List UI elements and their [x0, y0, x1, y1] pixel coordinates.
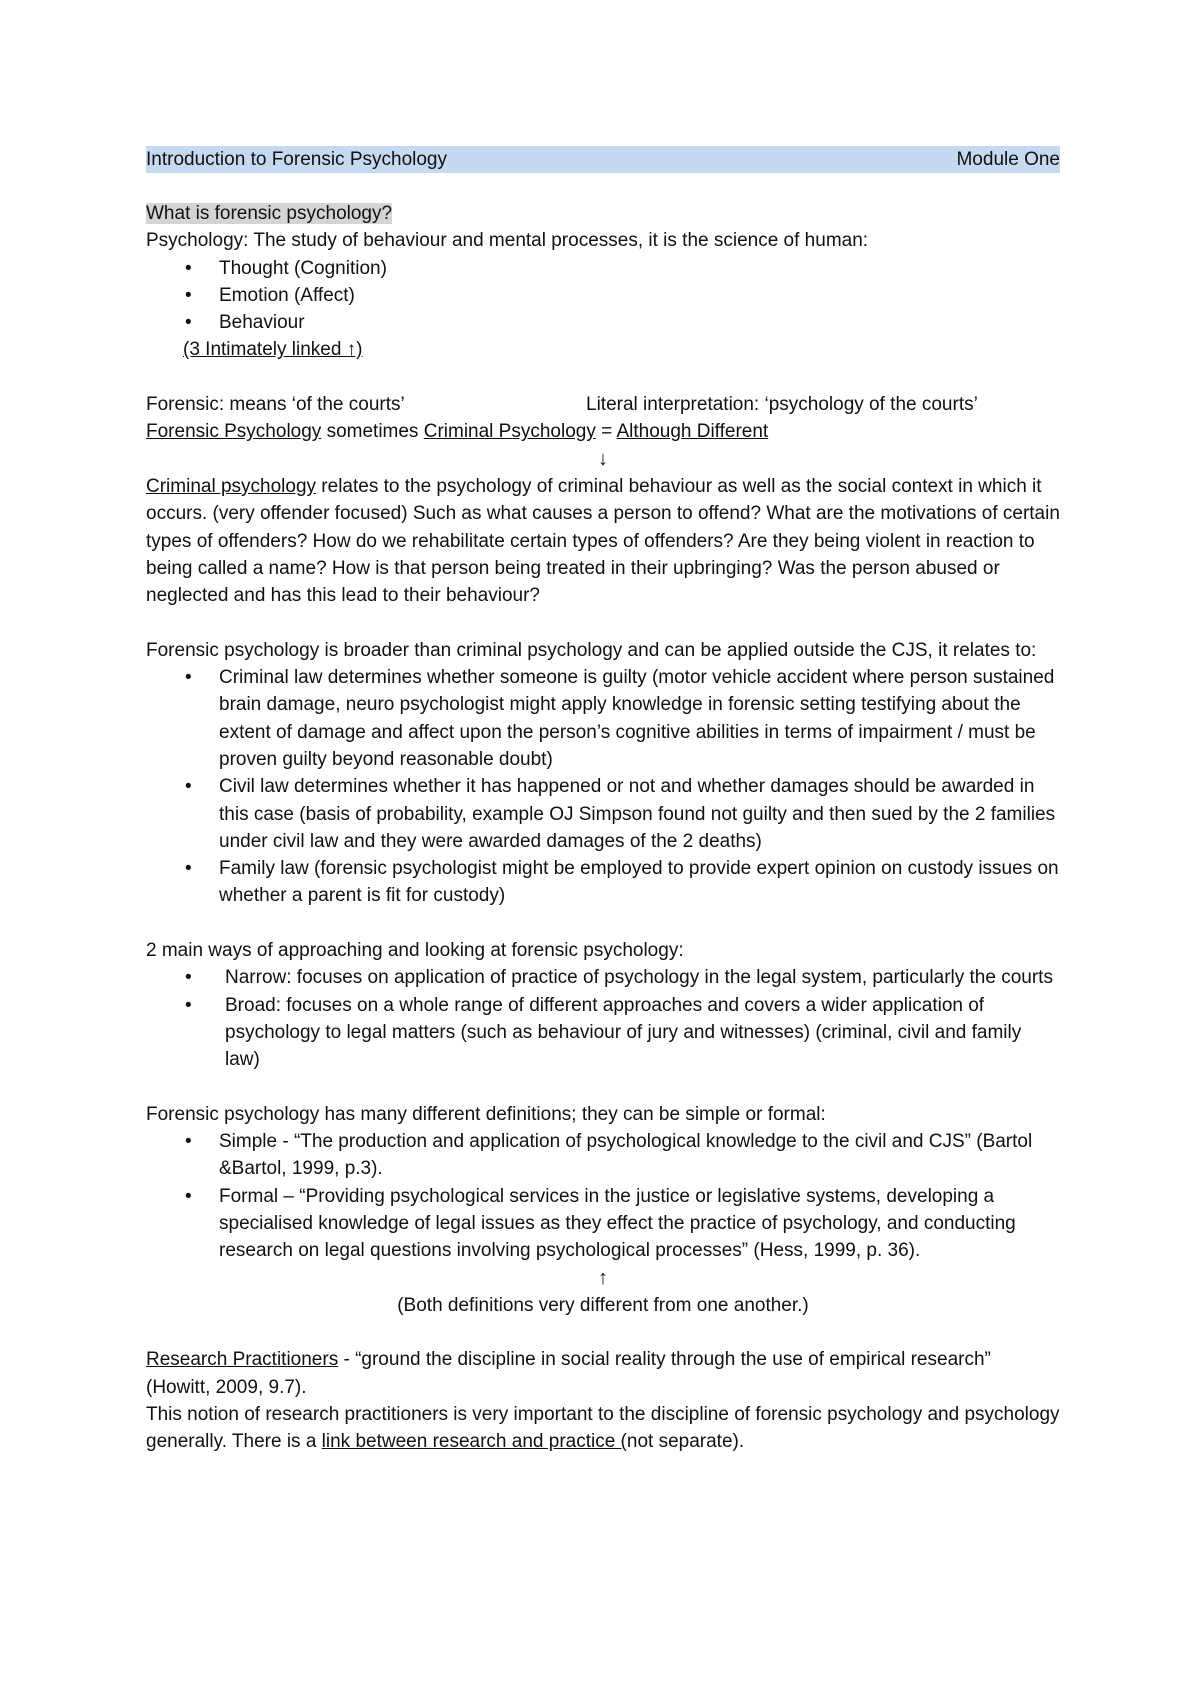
- criminal-psychology-text: relates to the psychology of criminal behaviour as well as the social context in which it occurs. (very offender focused) Such as what causes a person to offend? What are the motivations of certain types of offenders? How do we rehabilitate certain types of offenders? Are they being violent in reaction to being called a name? How is that person being treated in their upbringing? Was the person abused or neglected and has this lead to their behaviour?: [146, 475, 1060, 607]
- definitions-note: (Both definitions very different from one another.): [397, 1294, 809, 1316]
- broader-intro: Forensic psychology is broader than criminal psychology and can be applied outside the CJS, it relates to:: [146, 639, 1037, 661]
- list-item: • Family law (forensic psychologist might be employed to provide expert opinion on custody issues on whether a parent is fit for custody): [146, 855, 1060, 910]
- law-areas-list: [146, 664, 1060, 910]
- research-para-end: not separate).: [626, 1431, 745, 1453]
- list-item: • Thought (Cognition): [146, 255, 1060, 282]
- research-practitioners-term: Research Practitioners: [146, 1349, 339, 1371]
- forensic-psychology-term: Forensic Psychology: [146, 421, 322, 443]
- research-practice-link: link between research and practice (: [321, 1431, 627, 1453]
- research-quote-text: - “ground the discipline in social reality through the use of empirical research” (Howitt, 2009, 9.7).: [146, 1349, 991, 1398]
- criminal-psychology-term: Criminal Psychology: [423, 421, 596, 443]
- section-heading: [146, 200, 1060, 227]
- ways-intro: 2 main ways of approaching and looking at forensic psychology:: [146, 940, 684, 962]
- psychology-label: Psychology:: [146, 230, 249, 252]
- list-item: • Formal – “Providing psychological services in the justice or legislative systems, developing a specialised knowledge of legal issues as they effect the practice of psychology, and conducting research on legal questions involving psychological processes” (Hess, 1999, p. 36).: [146, 1183, 1060, 1265]
- criminal-psychology-term-2: Criminal psychology: [146, 475, 317, 497]
- psychology-definition-text: The study of behaviour and mental processes, it is the science of human:: [248, 230, 869, 252]
- forensic-vs-criminal-line: [146, 418, 1060, 445]
- sometimes-text: sometimes: [321, 421, 424, 443]
- list-item: • Emotion (Affect): [146, 282, 1060, 309]
- header-module: Module One: [956, 149, 1060, 170]
- although-different: Although Different: [616, 421, 769, 443]
- research-para-start: This notion of research practitioners is very important to the discipline of forensic psychology and psychology generally. There is a: [146, 1404, 1060, 1453]
- research-practitioners-quote: [146, 1346, 1060, 1401]
- linked-note: (3 Intimately linked ↑): [183, 339, 363, 361]
- psychology-definition: [146, 227, 1060, 254]
- definitions-list: [146, 1128, 1060, 1264]
- definitions-intro: Forensic psychology has many different definitions; they can be simple or formal:: [146, 1103, 826, 1125]
- list-item: • Behaviour: [146, 309, 1060, 336]
- linked-note-line: [146, 336, 1060, 363]
- document-content: [146, 146, 1060, 1456]
- literal-interpretation: Literal interpretation: ‘psychology of the courts’: [586, 394, 978, 416]
- forensic-means: Forensic: means ‘of the courts’: [146, 394, 405, 416]
- approaches-list: [146, 964, 1060, 1073]
- up-arrow-icon: ↑: [598, 1266, 608, 1289]
- equals-text: =: [595, 421, 617, 443]
- header-title: Introduction to Forensic Psychology: [146, 149, 447, 170]
- page-header: [146, 146, 1060, 173]
- criminal-psychology-paragraph: [146, 473, 1060, 609]
- heading-highlight: What is forensic psychology?: [146, 203, 393, 224]
- human-science-list: [146, 255, 1060, 337]
- list-item: • Narrow: focuses on application of practice of psychology in the legal system, particularly the courts: [146, 964, 1060, 991]
- list-item: • Civil law determines whether it has happened or not and whether damages should be awarded in this case (basis of probability, example OJ Simpson found not guilty and then sued by the 2 families under civil law and they were awarded damages of the 2 deaths): [146, 773, 1060, 855]
- forensic-meaning-line: [146, 391, 1060, 418]
- list-item: • Broad: focuses on a whole range of different approaches and covers a wider application of psychology to legal matters (such as behaviour of jury and witnesses) (criminal, civil and family law): [146, 992, 1060, 1074]
- research-paragraph: [146, 1401, 1060, 1456]
- list-item: • Criminal law determines whether someone is guilty (motor vehicle accident where person sustained brain damage, neuro psychologist might apply knowledge in forensic setting testifying about the extent of damage and affect upon the person’s cognitive abilities in terms of impairment / must be proven guilty beyond reasonable doubt): [146, 664, 1060, 773]
- down-arrow-icon: ↓: [598, 447, 608, 470]
- list-item: • Simple - “The production and application of psychological knowledge to the civil and CJS” (Bartol &Bartol, 1999, p.3).: [146, 1128, 1060, 1183]
